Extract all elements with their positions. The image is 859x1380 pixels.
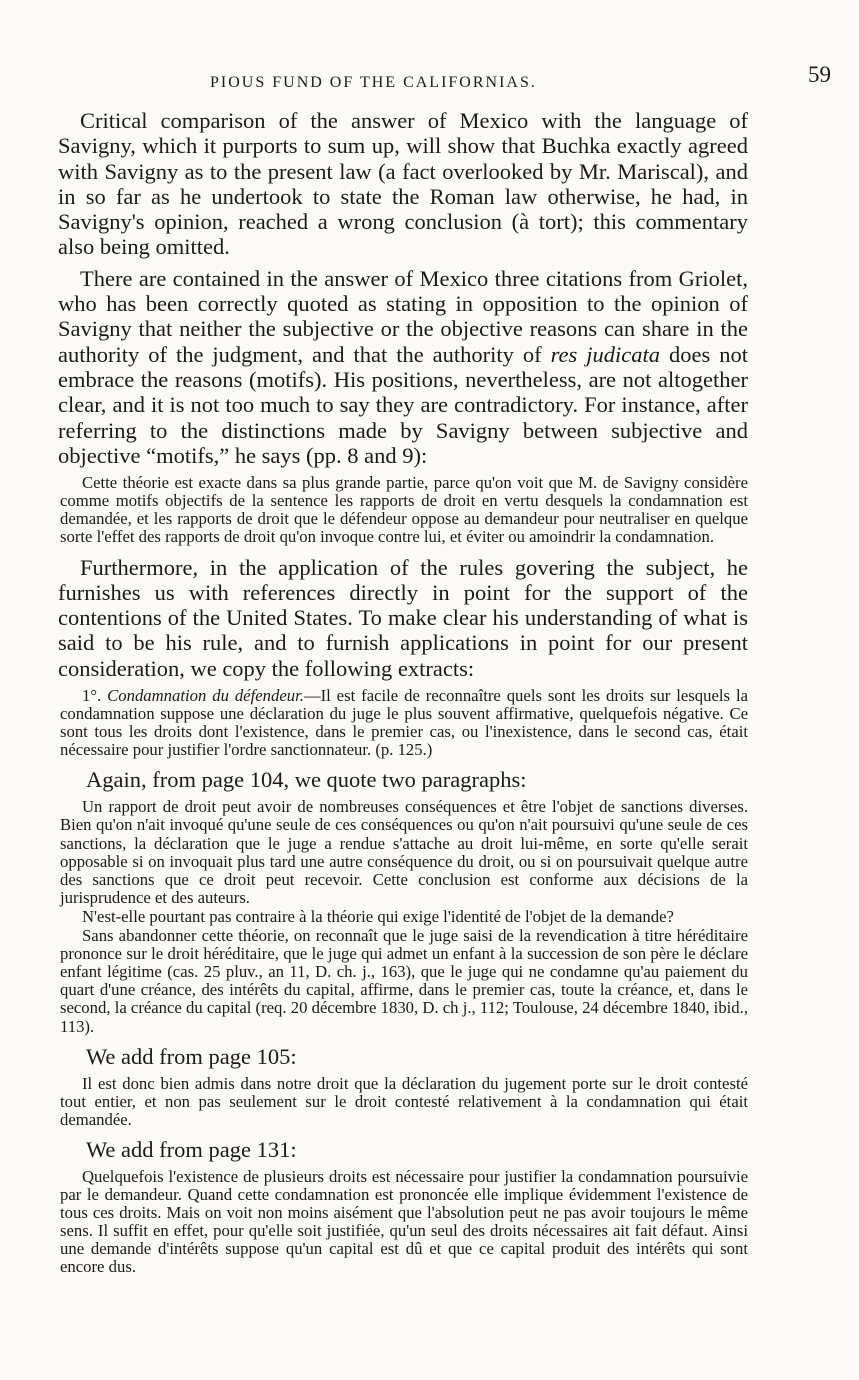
quote-page-131: Quelquefois l'existence de plusieurs droits est nécessaire pour justifier la condamnation poursuivie par le demandeur. Quand cette condamnation est prononcée elle implique évidemment l'existence de tous ces droits. Mais on voit non moins aisément que l'absolution peut ne pas avoir toujours le même sens. Il suffit en effet, pour qu'elle soit justifiée, qu'un seul des droits nécessaires ait fait défaut. Ainsi une demande d'intérêts suppose qu'un capital est dû et que ce capital produit des intérêts qui sont encore dus.: [60, 1166, 748, 1277]
paragraph-2-text-a: There are contained in the answer of Mexico three citations from Griolet, who has been correctly quoted as stating in opposition to the opinion of Savigny that neither the subjective or the objective reasons can share in the authority of the judgment, and that the authority of: [58, 265, 748, 367]
quote-griolet-pp8-9: Cette théorie est exacte dans sa plus grande partie, parce qu'on voit que M. de Savigny considère comme motifs objectifs de la sentence les rapports de droit en vertu desquels la condamnation est demandée, et les rapports de droit que le défendeur oppose au demandeur pour neutraliser en quelque sorte l'effet des rapports de droit qu'on invoque contre lui, et éviter ou amoindrir la condamnation.: [60, 473, 748, 547]
paragraph-2-text-b: does not embrace the reasons (motifs). His positions, nevertheless, are not altogether clear, and it is not too much to say they are contradictory. For instance, after referring to the distinctions made by Savigny between subjective and objective “motifs,” he says (pp. 8 and 9):: [58, 341, 748, 468]
quote-number: 1°.: [82, 686, 102, 706]
lead-page-104: Again, from page 104, we quote two paragraphs:: [86, 767, 527, 793]
quote-condamnation-text: —Il est facile de reconnaître quels sont les droits sur lesquels la condamnation suppose une déclaration du juge le plus souvent affirmative, quelquefois négative. Ce sont tous les droits dont l'existence, dans le premier cas, ou l'inexistence, dans le second cas, était nécessaire pour justifier l'ordre sanctionnateur. (p. 125.): [60, 686, 748, 760]
lead-page-131: We add from page 131:: [86, 1136, 297, 1162]
paragraph-2: [58, 266, 748, 468]
quote-page-104-c: Sans abandonner cette théorie, on reconnaît que le juge saisi de la revendication à titre héréditaire prononce sur le droit héréditaire, que le juge qui admet un enfant à la succession de son père le déclare enfant légitime (cas. 25 pluv., an 11, D. ch. j., 163), que le juge qui ne condamne qu'au paiement du quart d'une créance, des intérêts du capital, affirme, dans le premier cas, toute la créance, et, dans le second, la créance du capital (req. 20 décembre 1830, D. ch j., 112; Toulouse, 24 décembre 1840, ibid., 113).: [60, 926, 748, 1036]
quote-condamnation: [58, 687, 748, 759]
running-title: PIOUS FUND OF THE CALIFORNIAS.: [210, 74, 537, 91]
page-body: [58, 108, 748, 1284]
paragraph-3: Furthermore, in the application of the rules govering the subject, he furnishes us with references directly in point for the support of the contentions of the United States. To make clear his understanding of what is said to be his rule, and to furnish applications in point for our present consideration, we copy the following extracts:: [58, 554, 748, 681]
quote-page-104-b: N'est-elle pourtant pas contraire à la théorie qui exige l'identité de l'objet de la demande?: [82, 906, 674, 926]
paragraph-1: Critical comparison of the answer of Mexico with the language of Savigny, which it purports to sum up, will show that Buchka exactly agreed with Savigny as to the present law (a fact overlooked by Mr. Mariscal), and in so far as he undertook to state the Roman law otherwise, he had, in Savigny's opinion, reached a wrong conclusion (à tort); this commentary also being omitted.: [58, 108, 748, 260]
quote-heading: Condamnation du défendeur.: [107, 686, 304, 706]
res-judicata-term: res judicata: [550, 341, 661, 367]
lead-page-105: We add from page 105:: [86, 1043, 297, 1069]
page-header: [80, 62, 831, 92]
quote-page-105: Il est donc bien admis dans notre droit que la déclaration du jugement porte sur le droit contesté tout entier, et non pas seulement sur le droit contesté relativement à la condamnation qui était demandée.: [60, 1073, 748, 1129]
quote-page-104-a: Un rapport de droit peut avoir de nombreuses conséquences et être l'objet de sanctions diverses. Bien qu'on n'ait invoqué qu'une seule de ces conséquences ou qu'on n'ait poursuivi qu'une seule de ces sanctions, la déclaration que le juge a rendue s'attache au droit lui-même, en sorte qu'elle serait opposable si on invoquait plus tard une autre conséquence du droit, ou si on poursuivait quelque autre des sanctions que ce droit peut recevoir. Cette conclusion est conforme aux décisions de la jurisprudence et des auteurs.: [60, 797, 748, 907]
page-number: 59: [808, 62, 831, 87]
